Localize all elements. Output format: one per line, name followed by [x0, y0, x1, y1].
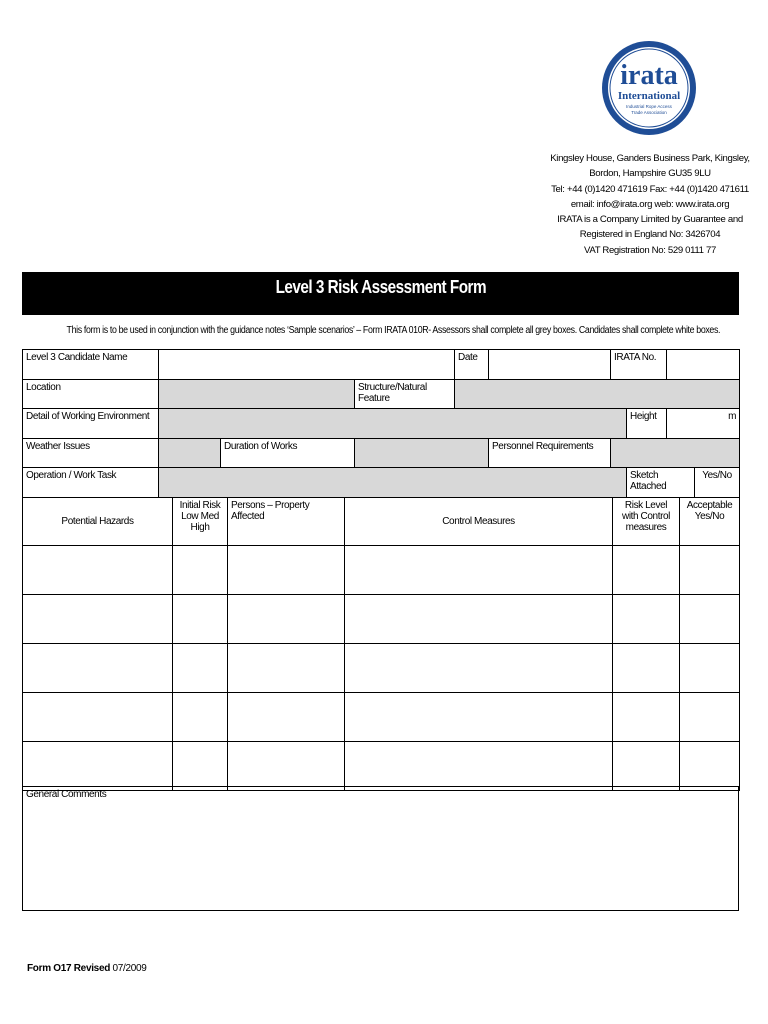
control-cell[interactable]: [345, 693, 613, 742]
form-title: Level 3 Risk Assessment Form: [275, 277, 486, 297]
acceptable-cell[interactable]: [680, 742, 740, 791]
address-line: Registered in England No: 3426704: [579, 229, 721, 241]
weather-field[interactable]: [159, 438, 221, 468]
general-comments-label: General Comments: [26, 789, 107, 800]
acceptable-cell[interactable]: [680, 644, 740, 693]
control-cell[interactable]: [345, 546, 613, 595]
hazard-cell[interactable]: [23, 546, 173, 595]
risk-level-cell[interactable]: [613, 595, 680, 644]
address-line: VAT Registration No: 529 0111 77: [584, 244, 716, 256]
irata-no-label: IRATA No.: [611, 350, 667, 380]
candidate-name-field[interactable]: [159, 350, 455, 380]
acceptable-cell[interactable]: [680, 595, 740, 644]
risk-level-cell[interactable]: [613, 546, 680, 595]
weather-label: Weather Issues: [23, 438, 159, 468]
structure-field[interactable]: [455, 379, 740, 409]
operation-field[interactable]: [159, 468, 627, 498]
height-field[interactable]: m: [667, 409, 740, 439]
header-acceptable: Acceptable Yes/No: [680, 498, 740, 546]
hazard-cell[interactable]: [23, 595, 173, 644]
irata-logo: [600, 39, 698, 137]
address-line: email: info@irata.org web: www.irata.org: [570, 198, 730, 210]
height-label: Height: [627, 409, 667, 439]
initial-risk-cell[interactable]: [173, 644, 228, 693]
initial-risk-cell[interactable]: [173, 693, 228, 742]
acceptable-cell[interactable]: [680, 693, 740, 742]
duration-field[interactable]: [355, 438, 489, 468]
header-potential-hazards: Potential Hazards: [23, 498, 173, 546]
personnel-label: Personnel Requirements: [489, 438, 611, 468]
form-footer: [27, 963, 147, 974]
environment-field[interactable]: [159, 409, 627, 439]
address-line: IRATA is a Company Limited by Guarantee and: [557, 214, 743, 226]
table-row: [23, 693, 740, 742]
persons-cell[interactable]: [228, 595, 345, 644]
table-row: [23, 644, 740, 693]
location-field[interactable]: [159, 379, 355, 409]
sketch-label: Sketch Attached: [627, 468, 695, 498]
risk-level-cell[interactable]: [613, 693, 680, 742]
table-row: [23, 546, 740, 595]
operation-label: Operation / Work Task: [23, 468, 159, 498]
control-cell[interactable]: [345, 742, 613, 791]
table-row: [23, 595, 740, 644]
candidate-info-table: [22, 349, 740, 498]
header-control-measures: Control Measures: [345, 498, 613, 546]
svg-text:Trade Association: Trade Association: [631, 110, 667, 115]
environment-label: Detail of Working Environment: [23, 409, 159, 439]
hazard-cell[interactable]: [23, 644, 173, 693]
hazard-cell[interactable]: [23, 742, 173, 791]
svg-text:irata: irata: [620, 60, 678, 91]
irata-no-field[interactable]: [667, 350, 740, 380]
address-line: Bordon, Hampshire GU35 9LU: [589, 168, 711, 180]
duration-label: Duration of Works: [221, 438, 355, 468]
acceptable-cell[interactable]: [680, 546, 740, 595]
header-persons-affected: Persons – Property Affected: [228, 498, 345, 546]
initial-risk-cell[interactable]: [173, 595, 228, 644]
personnel-field[interactable]: [611, 438, 740, 468]
svg-text:International: International: [617, 90, 681, 102]
svg-text:Industrial Rope Access: Industrial Rope Access: [626, 104, 672, 109]
hazard-table: [22, 497, 740, 791]
address-line: Tel: +44 (0)1420 471619 Fax: +44 (0)1420 471611: [551, 183, 749, 195]
general-comments-box[interactable]: [22, 786, 739, 911]
hazard-cell[interactable]: [23, 693, 173, 742]
structure-label: Structure/Natural Feature: [355, 379, 455, 409]
risk-level-cell[interactable]: [613, 742, 680, 791]
initial-risk-cell[interactable]: [173, 546, 228, 595]
control-cell[interactable]: [345, 595, 613, 644]
table-row: [23, 742, 740, 791]
persons-cell[interactable]: [228, 644, 345, 693]
footer-form-number: Form O17 Revised: [27, 963, 111, 974]
header-initial-risk: Initial Risk Low Med High: [173, 498, 228, 546]
persons-cell[interactable]: [228, 742, 345, 791]
company-address: [540, 151, 760, 258]
risk-level-cell[interactable]: [613, 644, 680, 693]
control-cell[interactable]: [345, 644, 613, 693]
header-risk-level: Risk Level with Control measures: [613, 498, 680, 546]
sketch-field[interactable]: Yes/No: [695, 468, 740, 498]
footer-revision-date: 07/2009: [112, 963, 147, 974]
initial-risk-cell[interactable]: [173, 742, 228, 791]
location-label: Location: [23, 379, 159, 409]
persons-cell[interactable]: [228, 546, 345, 595]
intro-text: This form is to be used in conjunction with the guidance notes ‘Sample scenarios’ – Form IRATA 010R- Assessors shall complete all grey boxes. Candidates shall complete white boxes.: [66, 325, 721, 336]
candidate-name-label: Level 3 Candidate Name: [23, 350, 159, 380]
persons-cell[interactable]: [228, 693, 345, 742]
date-label: Date: [455, 350, 489, 380]
address-line: Kingsley House, Ganders Business Park, Kingsley,: [550, 153, 750, 164]
form-title-bar: [22, 272, 739, 315]
date-field[interactable]: [489, 350, 611, 380]
